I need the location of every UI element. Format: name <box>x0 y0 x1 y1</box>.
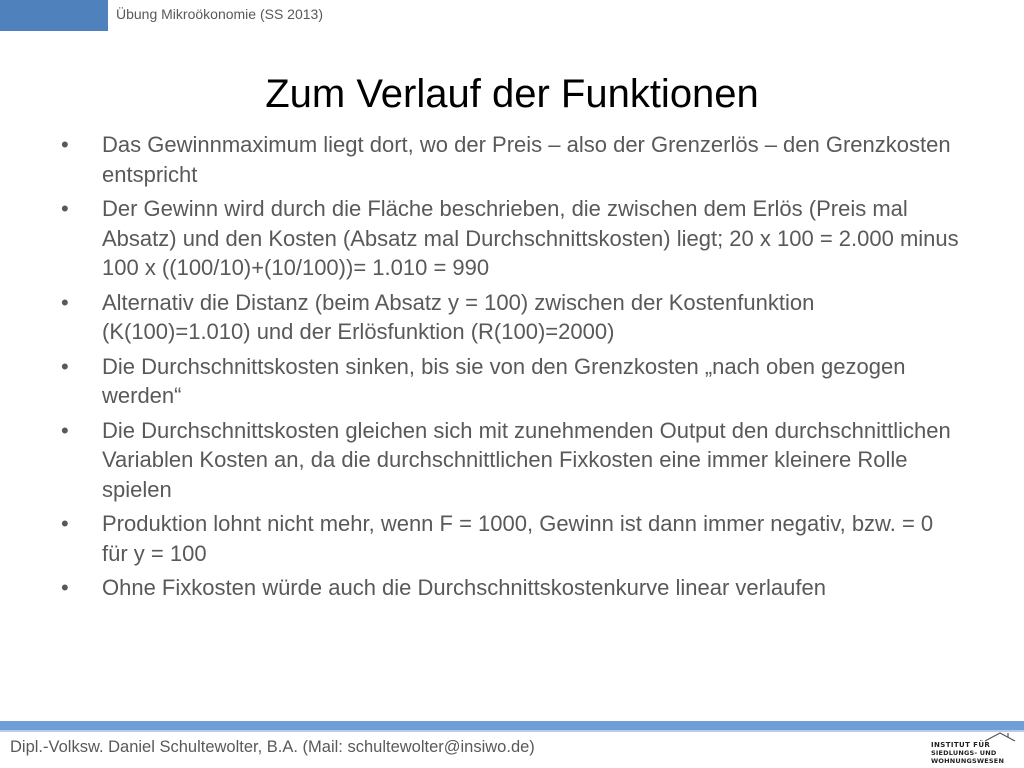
bullet-item <box>58 573 963 603</box>
bullet-list <box>58 130 963 608</box>
bullet-item <box>58 130 963 189</box>
logo-line-3: WOHNUNGSWESEN <box>931 757 1005 765</box>
bullet-item <box>58 416 963 505</box>
bullet-dot-icon: • <box>61 575 69 600</box>
bullet-item <box>58 352 963 411</box>
bullet-text: Die Durchschnittskosten gleichen sich mit zunehmenden Output den durchschnittlichen Variablen Kosten an, da die durchschnittlichen Fixkosten eine immer kleinere Rolle spielen <box>102 417 951 502</box>
bullet-text: Ohne Fixkosten würde auch die Durchschnittskostenkurve linear verlaufen <box>102 575 826 600</box>
logo-line-2: SIEDLUNGS- UND <box>931 749 997 757</box>
bullet-text: Alternativ die Distanz (beim Absatz y = 100) zwischen der Kostenfunktion (K(100)=1.010) und der Erlösfunktion (R(100)=2000) <box>102 289 815 344</box>
logo-line-1: INSTITUT FÜR <box>931 741 991 749</box>
footer-divider <box>0 730 1024 732</box>
slide-title: Zum Verlauf der Funktionen <box>265 72 759 116</box>
bullet-item <box>58 194 963 283</box>
bullet-item <box>58 509 963 568</box>
bullet-dot-icon: • <box>61 511 69 536</box>
bullet-text: Die Durchschnittskosten sinken, bis sie von den Grenzkosten „nach oben gezogen werden“ <box>102 353 906 408</box>
bullet-dot-icon: • <box>61 289 69 315</box>
bullet-text: Der Gewinn wird durch die Fläche beschrieben, die zwischen dem Erlös (Preis mal Absatz) und den Kosten (Absatz mal Durchschnittskosten) liegt; 20 x 100 = 2.000 minus 100 x ((100/10)+(10/100))= 1.010 = 990 <box>102 196 959 280</box>
bullet-text: Das Gewinnmaximum liegt dort, wo der Preis – also der Grenzerlös – den Grenzkosten entspricht <box>102 132 951 187</box>
bullet-text: Produktion lohnt nicht mehr, wenn F = 1000, Gewinn ist dann immer negativ, bzw. = 0 für y = 100 <box>102 511 934 566</box>
footer-author: Dipl.-Volksw. Daniel Schultewolter, B.A. (Mail: schultewolter@insiwo.de) <box>10 738 535 756</box>
course-header: Übung Mikroökonomie (SS 2013) <box>116 6 323 22</box>
bullet-dot-icon: • <box>61 132 69 157</box>
bullet-item <box>58 288 963 347</box>
bullet-dot-icon: • <box>61 417 69 443</box>
bullet-dot-icon: • <box>61 353 69 379</box>
footer-bar <box>0 721 1024 730</box>
bullet-dot-icon: • <box>61 196 69 221</box>
header-accent-block <box>0 0 108 31</box>
institute-logo <box>928 731 1020 767</box>
